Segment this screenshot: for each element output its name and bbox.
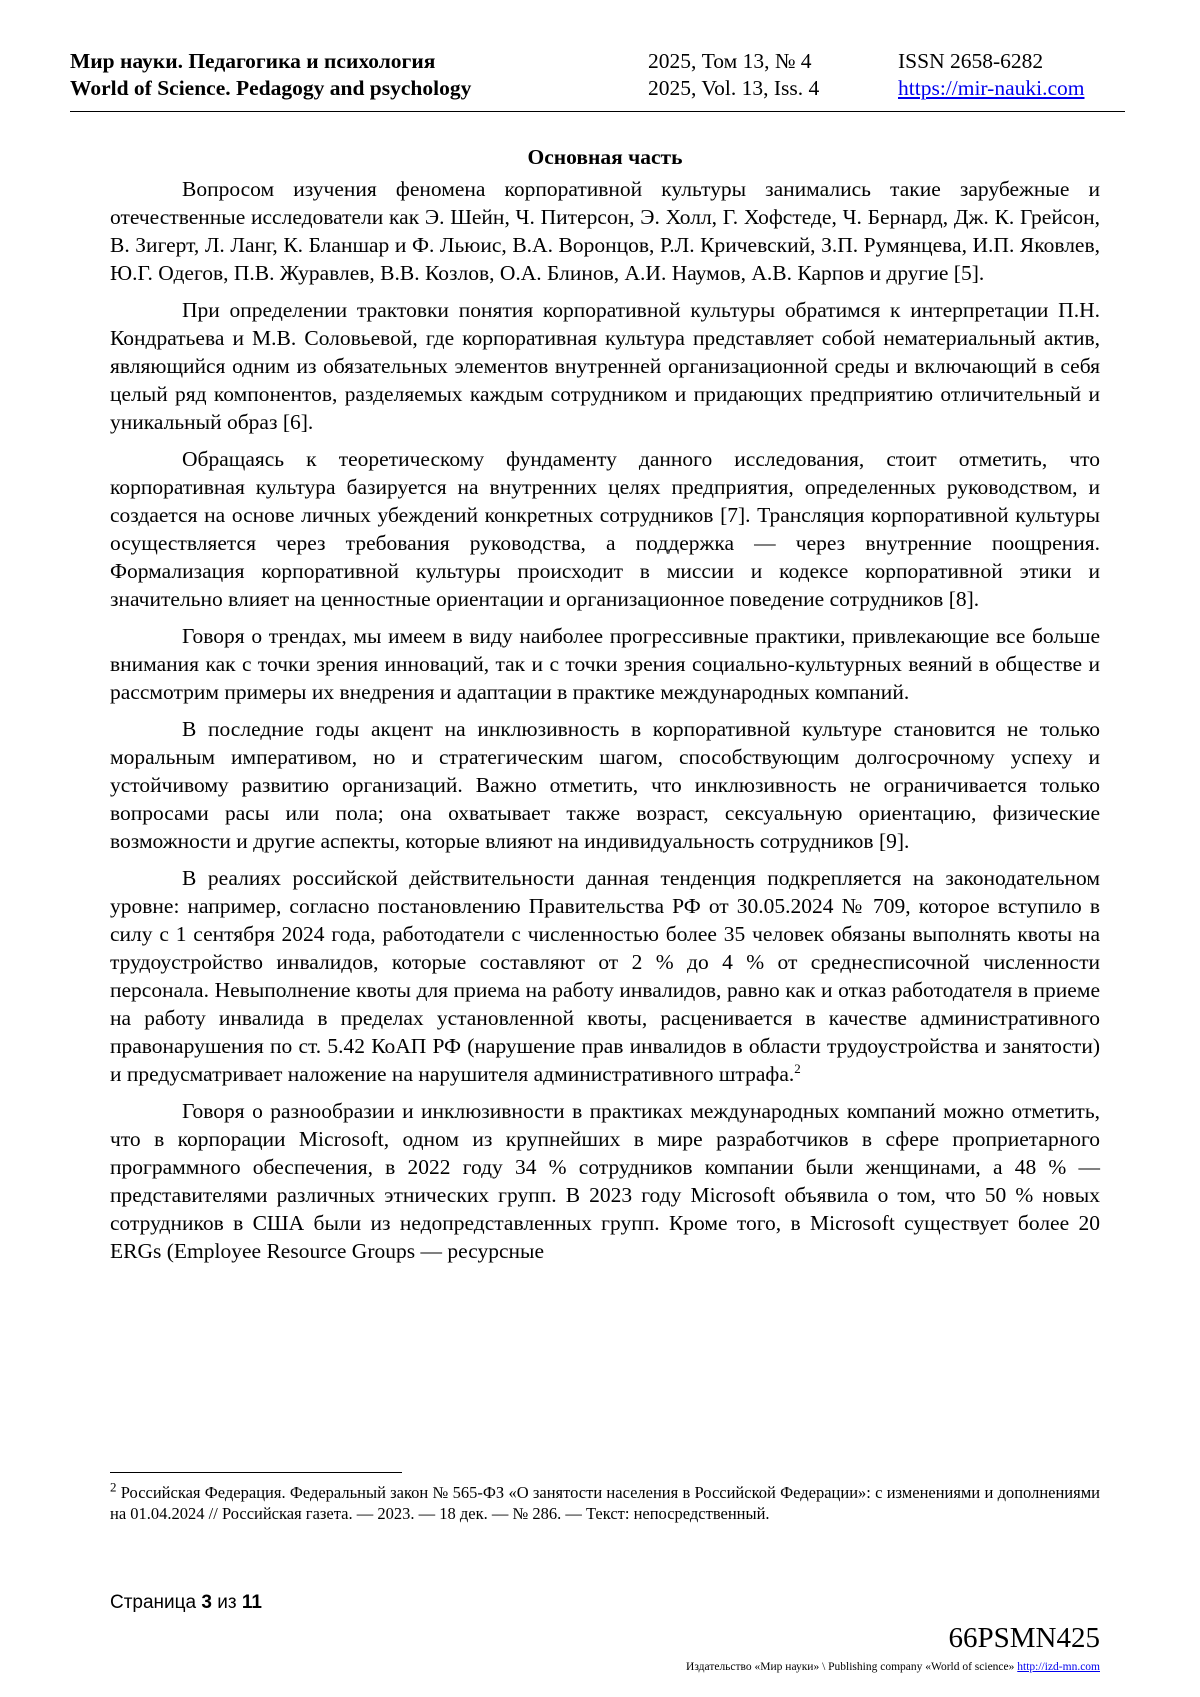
paragraph-2: При определении трактовки понятия корпоративной культуры обратимся к интерпретации П.Н. Кондратьева и М.В. Соловьевой, где корпоративная культура представляет собой нематериальный актив, являющийся одним из обязательных элементов внутренней организационной среды и включающий в себя целый ряд компонентов, разделяемых каждым сотрудником и придающих предприятию отличительный и уникальный образ [6]. [110, 298, 1100, 434]
paragraph-1: Вопросом изучения феномена корпоративной культуры занимались такие зарубежные и отечественные исследователи как Э. Шейн, Ч. Питерсон, Э. Холл, Г. Хофстеде, Ч. Бернард, Дж. К. Грейсон, В. Зигерт, Л. Ланг, К. Бланшар и Ф. Льюис, В.А. Воронцов, Р.Л. Кричевский, З.П. Румянцева, И.П. Яковлев, Ю.Г. Одегов, П.В. Журавлев, В.В. Козлов, О.А. Блинов, А.И. Наумов, А.В. Карпов и другие [5]. [110, 177, 1100, 285]
journal-url-link[interactable]: https://mir-nauki.com [898, 76, 1085, 100]
article-code: 66PSMN425 [948, 1622, 1100, 1654]
paragraph-3: Обращаясь к теоретическому фундаменту данного исследования, стоит отметить, что корпоративная культура базируется на внутренних целях предприятия, определенных руководством, и создается на основе личных убеждений конкретных сотрудников [7]. Трансляция корпоративной культуры осуществляется через требования руководства, а поддержка — через внутренние поощрения. Формализация корпоративной культуры происходит в миссии и кодексе корпоративной этики и значительно влияет на ценностные ориентации и организационное поведение сотрудников [8]. [110, 447, 1100, 611]
issn-block [898, 48, 1084, 102]
header-divider [70, 111, 1125, 112]
publisher-text: Издательство «Мир науки» \ Publishing company «World of science» [686, 1661, 1015, 1673]
page-current: 3 [201, 1592, 212, 1613]
issn: ISSN 2658-6282 [898, 49, 1044, 73]
paragraph-4: Говоря о трендах, мы имеем в виду наиболее прогрессивные практики, привлекающие все больше внимания как с точки зрения инноваций, так и с точки зрения социально-культурных веяний в обществе и рассмотрим примеры их внедрения и адаптации в практике международных компаний. [110, 624, 1100, 704]
page-total: 11 [241, 1592, 262, 1613]
page-of-label: из [217, 1592, 237, 1613]
issue-en: 2025, Vol. 13, Iss. 4 [648, 76, 820, 100]
footnote-number: 2 [110, 1479, 117, 1495]
issue-ru: 2025, Том 13, № 4 [648, 49, 812, 73]
article-body [110, 143, 1100, 1274]
journal-title-en: World of Science. Pedagogy and psychology [70, 76, 472, 100]
footnote [110, 1479, 1101, 1524]
page-number [110, 1592, 262, 1614]
issue-block [648, 48, 819, 102]
footnote-divider [110, 1472, 402, 1473]
publisher-url-link[interactable]: http://izd-mn.com [1017, 1661, 1100, 1673]
journal-title-block [70, 48, 471, 102]
paragraph-7: Говоря о разнообразии и инклюзивности в практиках международных компаний можно отметить, что в корпорации Microsoft, одном из крупнейших в мире разработчиков в сфере проприетарного программного обеспечения, в 2022 году 34 % сотрудников компании были женщинами, а 48 % — представителями различных этнических групп. В 2023 году Microsoft объявила о том, что 50 % новых сотрудников в США были из недопредставленных групп. Кроме того, в Microsoft существует более 20 ERGs (Employee Resource Groups — ресурсные [110, 1099, 1100, 1263]
paragraph-6 [110, 864, 1100, 1088]
publisher-line [686, 1660, 1100, 1674]
paragraph-6-text: В реалиях российской действительности данная тенденция подкрепляется на законодательном уровне: например, согласно постановлению Правительства РФ от 30.05.2024 № 709, которое вступило в силу с 1 сентября 2024 года, работодатели с численностью более 35 человек обязаны выполнять квоты на трудоустройство инвалидов, которые составляют от 2 % до 4 % от среднесписочной численности персонала. Невыполнение квоты для приема на работу инвалидов, равно как и отказ работодателя в приеме на работу инвалида в пределах установленной квоты, расценивается в качестве административного правонарушения по ст. 5.42 КоАП РФ (нарушение прав инвалидов в области трудоустройства и занятости) и предусматривает наложение на нарушителя административного штрафа. [110, 866, 1100, 1086]
footnote-text: Российская Федерация. Федеральный закон № 565-ФЗ «О занятости населения в Российской Федерации»: с изменениями и дополнениями на 01.04.2024 // Российская газета. — 2023. — 18 дек. — № 286. — Текст: непосредственный. [110, 1483, 1101, 1523]
page-label: Страница [110, 1592, 197, 1613]
journal-title-ru: Мир науки. Педагогика и психология [70, 49, 436, 73]
section-title: Основная часть [527, 145, 683, 169]
paragraph-5: В последние годы акцент на инклюзивность в корпоративной культуре становится не только моральным императивом, но и стратегическим шагом, способствующим долгосрочному успеху и устойчивому развитию организаций. Важно отметить, что инклюзивность не ограничивается только вопросами расы или пола; она охватывает также возраст, сексуальную ориентацию, физические возможности и другие аспекты, которые влияют на индивидуальность сотрудников [9]. [110, 717, 1100, 853]
footnote-reference[interactable]: 2 [794, 1060, 801, 1076]
